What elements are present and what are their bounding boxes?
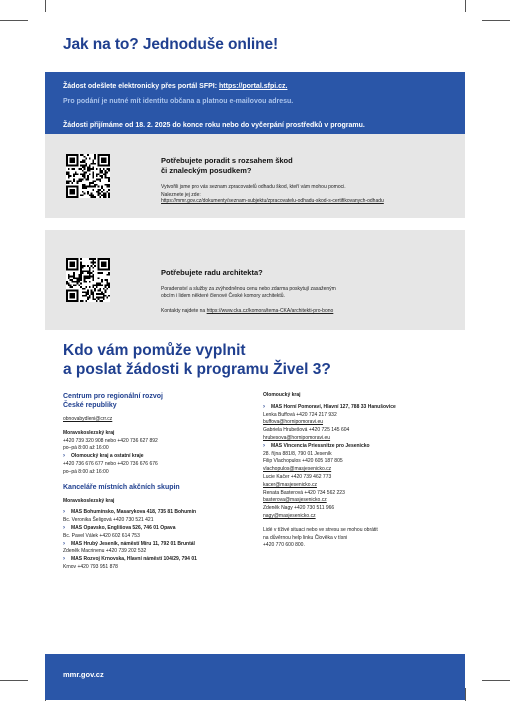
contact-email[interactable]: hrubesova@hornipomoravi.eu (263, 434, 331, 441)
chevron-right-icon: › (263, 403, 265, 410)
mas-item-address: MAS Bohumínsko, Masarykova 418, 735 81 Bohumín (71, 509, 197, 516)
box2-contacts-text: Kontakty najdete na (161, 308, 207, 314)
mas-item (63, 541, 253, 549)
helpline-phone: +420 770 600 800. (263, 542, 305, 549)
section-title-line1: Kdo vám pomůže vyplnit (63, 342, 246, 359)
crop-mark (0, 20, 28, 21)
olk-phone: +420 736 676 677 nebo +420 736 676 676 (63, 460, 158, 467)
crr-heading-line2: České republiky (63, 402, 117, 409)
crop-mark (0, 680, 28, 681)
portal-link[interactable]: https://portal.sfpi.cz. (219, 83, 288, 90)
box1-link[interactable]: https://mmr.gov.cz/dokumenty/seznam-subjektu/zpracovatelu-odhadu-skod-s-certifikovanych-odhadu (161, 198, 384, 204)
chevron-right-icon: › (263, 442, 265, 449)
crop-mark (482, 20, 510, 21)
helpline-note-line2: na důvěrnou help linku Člověka v tísni (263, 534, 348, 541)
crr-email[interactable]: obnovabydleni@crr.cz (63, 416, 113, 422)
leaflet-page (45, 20, 465, 680)
qr-code-assessors[interactable] (66, 154, 110, 198)
contact-name: Renata Basterová +420 734 562 223 (263, 489, 345, 496)
crop-mark (465, 0, 466, 12)
damage-assessment-box (45, 134, 465, 218)
contact-name: Gabriela Hrubešová +420 725 145 604 (263, 427, 350, 434)
box2-text2: obcím i lidem některé členové České komory architektů. (161, 293, 285, 299)
box1-title-line2: či znaleckým posudkem? (161, 166, 252, 175)
mas-item-contact: Bc. Pavel Válek +420 602 614 753 (63, 532, 140, 539)
helpline-note-line1: Lidé v tíživé situaci nebo ve stresu se mohou obrátit (263, 526, 378, 533)
chevron-right-icon: › (63, 524, 65, 531)
footer-url[interactable]: mmr.gov.cz (63, 670, 104, 679)
crr-heading-line1: Centrum pro regionální rozvoj (63, 393, 163, 400)
msk-hours: po–pá 8:00 až 16:00 (63, 445, 109, 452)
contact-name: Zdeněk Nagy +420 730 511 966 (263, 505, 335, 512)
crop-mark (45, 0, 46, 12)
contact-email[interactable]: vlachopulos@masjesenicko.cz (263, 466, 332, 473)
mas-item-address: MAS Horní Pomoraví, Hlavní 127, 788 33 Hanušovice (271, 403, 396, 410)
box1-text1: Vytvořili jsme pro vás seznam zpracovatelů odhadu škod, kteří vám mohou pomoci. (161, 184, 346, 190)
contact-email[interactable]: kacer@masjesenicko.cz (263, 481, 317, 488)
chevron-right-icon: › (63, 556, 65, 563)
box1-text2: Naleznete jej zde: (161, 192, 201, 198)
architect-box (45, 230, 465, 330)
mas-item-contact: Bc. Veronika Šeligová +420 730 521 421 (63, 517, 154, 524)
right-column (263, 392, 463, 550)
mas-item (63, 525, 253, 533)
section-title (63, 341, 331, 379)
section-title-line2: a poslat žádosti k programu Živel 3? (63, 361, 331, 378)
mas-item-contact: Krnov +420 793 951 878 (63, 563, 118, 570)
olk-region: Olomoucký kraj (263, 392, 301, 398)
mas-item (263, 443, 463, 451)
mas-item-address: MAS Vincencia Priessnitze pro Jesenicko (271, 442, 370, 449)
info-line-portal-text: Žádost odešlete elektronicky přes portál SFPI: (63, 83, 219, 90)
page-title: Jak na to? Jednoduše online! (63, 36, 279, 53)
mas-item-address: MAS Rozvoj Krnovska, Hlavní náměstí 104/29, 794 01 (71, 556, 197, 563)
mas-heading: Kanceláře místních akčních skupin (63, 483, 180, 491)
crop-mark (482, 680, 510, 681)
info-line-identity: Pro podání je nutné mít identitu občana a platnou e-mailovou adresu. (63, 98, 294, 105)
mas-item-address: MAS Opavsko, Englišova 526, 746 01 Opava (71, 524, 176, 531)
olk-heading: Olomoucký kraj a ostatní kraje (71, 453, 144, 460)
mas-item (263, 404, 463, 412)
mas-item (63, 556, 253, 564)
olk-hours: po–pá 8:00 až 16:00 (63, 468, 109, 475)
contact-email[interactable]: basterova@masjesenicko.cz (263, 497, 327, 504)
mas-item-address: MAS Hrubý Jeseník, náměstí Míru 11, 792 01 Bruntál (71, 540, 195, 547)
msk-phone: +420 739 320 908 nebo +420 736 627 892 (63, 437, 158, 444)
info-line-dates: Žádosti přijímáme od 18. 2. 2025 do konce roku nebo do vyčerpání prostředků v programu. (63, 122, 365, 129)
qr-code-architects[interactable] (66, 258, 110, 302)
box2-contacts (161, 308, 333, 315)
box1-title-line1: Potřebujete poradit s rozsahem škod (161, 156, 293, 165)
contact-email[interactable]: buffova@hornipomoravi.eu (263, 419, 324, 426)
contact-name: Lucie Kačer +420 739 462 773 (263, 473, 332, 480)
mas-item-address-line2: 28. října 881/8, 790 01 Jeseník (263, 450, 332, 457)
chevron-right-icon: › (63, 453, 65, 460)
chevron-right-icon: › (63, 540, 65, 547)
mas-item-contact: Zdeněk Macrinenu +420 739 202 532 (63, 548, 147, 555)
box2-text1: Poradenství a služby za zvýhodněnou cenu nebo zdarma poskytují zasaženým (161, 286, 336, 292)
mas-region: Moravskoslezský kraj (63, 497, 115, 504)
info-line-portal (63, 83, 287, 90)
contact-name: Filip Vlachopulos +420 605 187 805 (263, 458, 343, 465)
msk-heading: Moravskoslezský kraj (63, 429, 115, 436)
cka-link[interactable]: https://www.cka.cz/komora/tema-CKA/architekti-pro-bono (206, 308, 334, 314)
crop-mark (465, 688, 466, 701)
chevron-right-icon: › (63, 509, 65, 516)
left-column (63, 392, 253, 572)
mas-item (63, 509, 253, 517)
contact-email[interactable]: nagy@masjesenicko.cz (263, 512, 316, 519)
olk-item (63, 453, 253, 461)
footer-band (45, 654, 465, 700)
contact-name: Lenka Buffová +420 724 217 932 (263, 411, 337, 418)
box2-title: Potřebujete radu architekta? (161, 268, 263, 277)
